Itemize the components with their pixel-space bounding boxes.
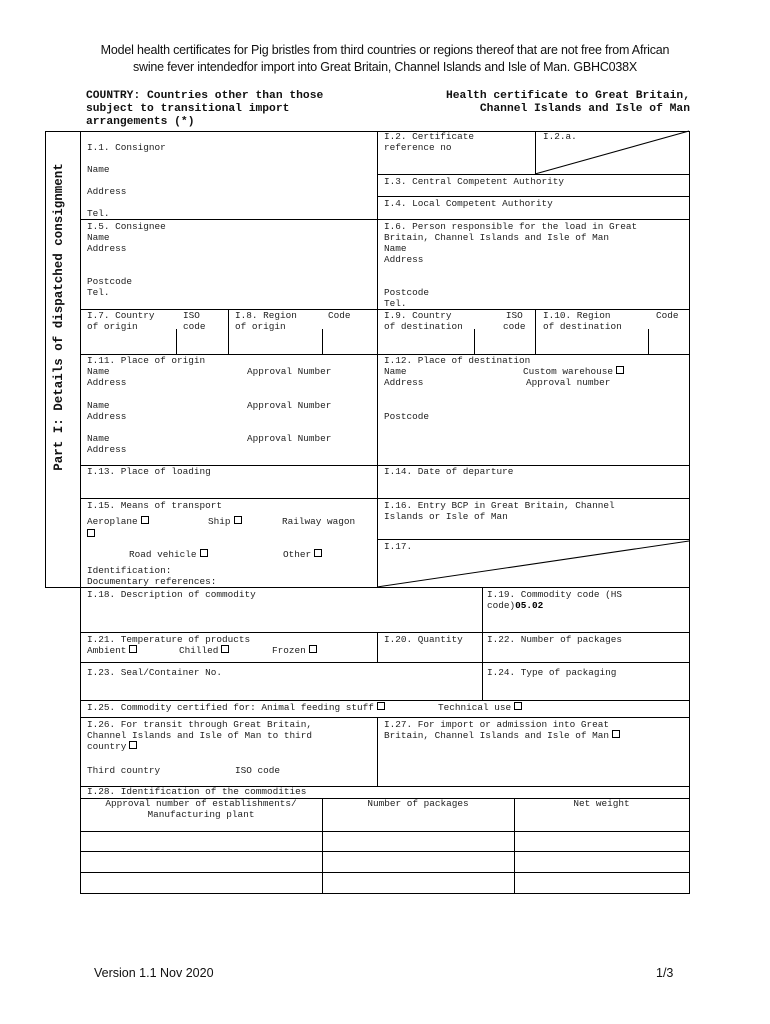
transit-checkbox[interactable] <box>129 741 137 749</box>
consignee-field[interactable] <box>87 221 166 254</box>
page-number: 1/3 <box>656 966 674 980</box>
aeroplane-label: Aeroplane <box>87 516 138 527</box>
import-admission-label: I.27. For import or admission into Great Britain, Channel Islands and Isle of Man <box>384 719 610 741</box>
consignee-address-label: Address <box>87 243 127 254</box>
origin-iso-code-label: ISO code <box>183 310 206 332</box>
version-label: Version 1.1 Nov 2020 <box>94 966 214 980</box>
technical-use-option[interactable] <box>438 702 522 713</box>
destination-name-label: Name <box>384 366 407 377</box>
part-one-label: Part I: Details of dispatched consignment <box>52 163 66 471</box>
origin-entry-2 <box>87 400 126 422</box>
aeroplane-checkbox[interactable] <box>141 516 149 524</box>
destination-address-label: Address <box>384 377 424 388</box>
identification-label: Identification: <box>87 565 172 576</box>
other-transport-option[interactable] <box>283 549 322 560</box>
description-of-commodity-label[interactable]: I.18. Description of commodity <box>87 589 256 600</box>
transit-field[interactable] <box>87 719 312 752</box>
origin-name-label: Name <box>87 433 110 444</box>
third-country-label: Third country <box>87 765 161 776</box>
transit-label: I.26. For transit through Great Britain, Channel Islands and Isle of Man to third country <box>87 719 313 752</box>
import-admission-checkbox[interactable] <box>612 730 620 738</box>
seal-container-label[interactable]: I.23. Seal/Container No. <box>87 667 223 678</box>
destination-approval-label: Approval number <box>526 377 611 388</box>
commodity-code-label: I.19. Commodity code (HS code) <box>487 589 623 611</box>
origin-name-label: Name <box>87 400 110 411</box>
place-of-origin-label[interactable]: I.11. Place of origin <box>87 355 206 366</box>
ambient-checkbox[interactable] <box>129 645 137 653</box>
road-vehicle-label: Road vehicle <box>129 549 197 560</box>
place-of-destination-field[interactable] <box>384 355 530 388</box>
col-approval-header: Approval number of establishments/ Manufacturing plant <box>105 798 297 820</box>
person-responsible-field[interactable] <box>384 221 637 265</box>
frozen-option[interactable] <box>272 645 317 656</box>
origin-entry-3 <box>87 433 126 455</box>
consignor-name-label: Name <box>87 164 110 175</box>
consignor-field[interactable] <box>87 131 166 208</box>
means-of-transport-label: I.15. Means of transport <box>87 500 223 511</box>
frozen-checkbox[interactable] <box>309 645 317 653</box>
consignor-tel-label: Tel. <box>87 208 110 219</box>
certified-for-label: I.25. Commodity certified for: Animal feeding stuff <box>87 702 374 713</box>
ship-checkbox[interactable] <box>234 516 242 524</box>
commodity-code-field[interactable] <box>487 589 622 611</box>
place-of-destination-label: I.12. Place of destination <box>384 355 531 366</box>
country-of-destination-label[interactable]: I.9. Country of destination <box>384 310 463 332</box>
consignor-address-label: Address <box>87 186 127 197</box>
animal-feeding-checkbox[interactable] <box>377 702 385 710</box>
destination-iso-code-label: ISO code <box>503 310 526 332</box>
chilled-label: Chilled <box>179 645 219 656</box>
origin-name-label: Name <box>87 366 110 377</box>
title-line-1: Model health certificates for Pig bristles from third countries or regions thereof that are not free from African <box>100 43 670 57</box>
import-admission-field[interactable] <box>384 719 620 741</box>
col-weight-header: Net weight <box>573 798 630 809</box>
quantity-label[interactable]: I.20. Quantity <box>384 634 463 645</box>
identification-of-commodities-label: I.28. Identification of the commodities <box>87 786 307 797</box>
ambient-label: Ambient <box>87 645 127 656</box>
destination-code-label: Code <box>656 310 679 321</box>
certificate-heading: Health certificate to Great Britain, Channel Islands and Isle of Man <box>445 90 690 115</box>
type-of-packaging-label[interactable]: I.24. Type of packaging <box>487 667 617 678</box>
temperature-of-products-label: I.21. Temperature of products <box>87 634 251 645</box>
third-country-iso-label: ISO code <box>235 765 281 776</box>
custom-warehouse-label: Custom warehouse <box>523 366 614 377</box>
consignee-label: I.5. Consignee <box>87 221 166 232</box>
date-of-departure-label[interactable]: I.14. Date of departure <box>384 466 514 477</box>
custom-warehouse-option[interactable] <box>523 366 624 377</box>
person-responsible-postcode-label: Postcode <box>384 287 430 298</box>
origin-entry-1 <box>87 366 126 388</box>
person-responsible-name-label: Name <box>384 243 407 254</box>
country-of-origin-label[interactable]: I.7. Country of origin <box>87 310 155 332</box>
consignee-postcode-label: Postcode <box>87 276 133 287</box>
railway-wagon-checkbox[interactable] <box>87 529 95 537</box>
consignee-name-label: Name <box>87 232 110 243</box>
ambient-option[interactable] <box>87 645 137 656</box>
person-responsible-postcode-block <box>384 287 429 309</box>
person-responsible-tel-label: Tel. <box>384 298 407 309</box>
aeroplane-option[interactable] <box>87 516 149 527</box>
origin-code-label: Code <box>328 310 351 321</box>
documentary-references-label: Documentary references: <box>87 576 217 587</box>
origin-approval-label: Approval Number <box>247 366 332 377</box>
consignee-postcode-block <box>87 276 132 298</box>
ship-label: Ship <box>208 516 231 527</box>
chilled-checkbox[interactable] <box>221 645 229 653</box>
entry-bcp-label[interactable]: I.16. Entry BCP in Great Britain, Channel Islands or Isle of Man <box>384 500 615 522</box>
chilled-option[interactable] <box>179 645 229 656</box>
field-17-label: I.17. <box>384 541 413 552</box>
local-authority-label[interactable]: I.4. Local Competent Authority <box>384 198 553 209</box>
place-of-loading-label[interactable]: I.13. Place of loading <box>87 466 211 477</box>
certificate-reference-label[interactable]: I.2. Certificate reference no <box>384 131 475 153</box>
region-of-origin-label[interactable]: I.8. Region of origin <box>235 310 297 332</box>
technical-use-label: Technical use <box>438 702 512 713</box>
road-vehicle-checkbox[interactable] <box>200 549 208 557</box>
central-authority-label[interactable]: I.3. Central Competent Authority <box>384 176 565 187</box>
col-packages-header: Number of packages <box>367 798 469 809</box>
other-transport-checkbox[interactable] <box>314 549 322 557</box>
person-responsible-address-label: Address <box>384 254 424 265</box>
destination-postcode-label: Postcode <box>384 411 430 422</box>
certified-for-feeding-option[interactable] <box>87 702 385 713</box>
origin-address-label: Address <box>87 411 127 422</box>
road-vehicle-option[interactable] <box>129 549 208 560</box>
person-responsible-label: I.6. Person responsible for the load in Great Britain, Channel Islands and Isle of Man <box>384 221 638 243</box>
technical-use-checkbox[interactable] <box>514 702 522 710</box>
number-of-packages-label[interactable]: I.22. Number of packages <box>487 634 623 645</box>
origin-approval-label: Approval Number <box>247 400 332 411</box>
ship-option[interactable] <box>208 516 242 527</box>
consignor-label: I.1. Consignor <box>87 142 166 153</box>
transport-identification <box>87 565 216 587</box>
other-transport-label: Other <box>283 549 312 560</box>
origin-address-label: Address <box>87 377 127 388</box>
custom-warehouse-checkbox[interactable] <box>616 366 624 374</box>
consignee-tel-label: Tel. <box>87 287 110 298</box>
commodity-code-value: 05.02 <box>515 600 544 611</box>
certificate-2a-label[interactable]: I.2.a. <box>543 131 577 142</box>
railway-wagon-label: Railway wagon <box>282 516 356 527</box>
country-heading: COUNTRY: Countries other than those subject to transitional import arrangements (*) <box>86 90 324 128</box>
title-line-2: swine fever intendedfor import into Great Britain, Channel Islands and Isle of Man. GBHC038X <box>132 60 638 74</box>
origin-address-label: Address <box>87 444 127 455</box>
region-of-destination-label[interactable]: I.10. Region of destination <box>543 310 622 332</box>
frozen-label: Frozen <box>272 645 306 656</box>
origin-approval-label: Approval Number <box>247 433 332 444</box>
